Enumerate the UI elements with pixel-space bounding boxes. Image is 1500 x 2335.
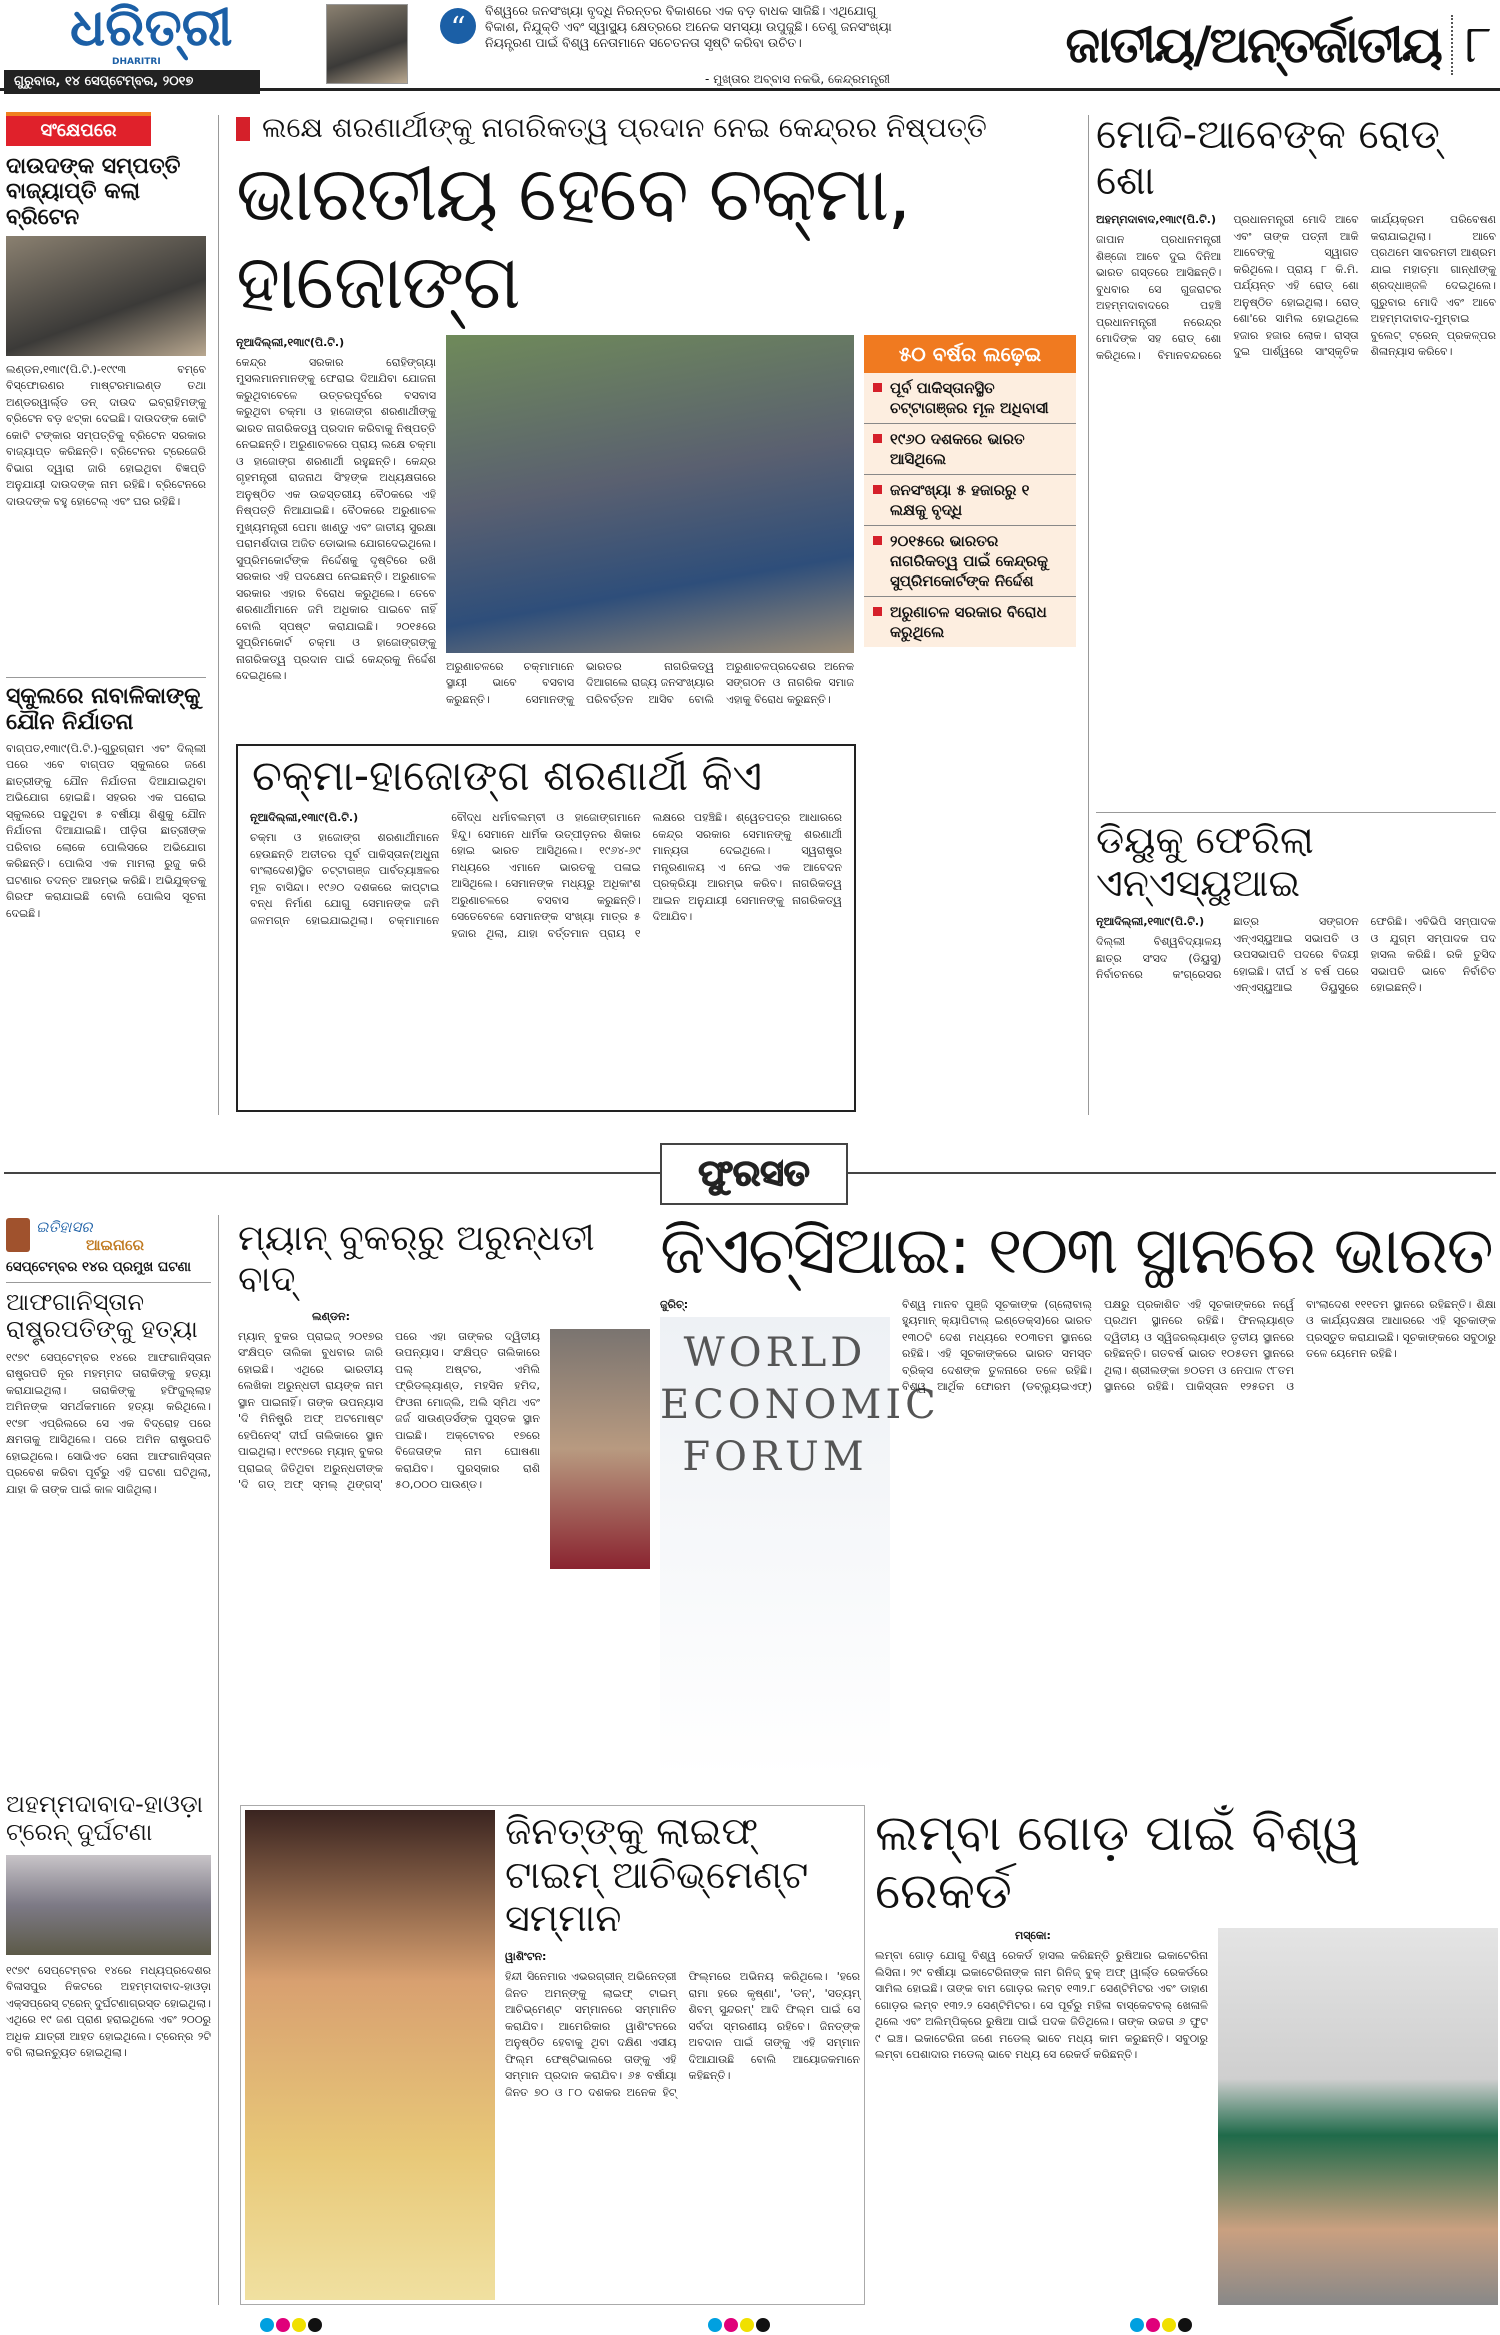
leisure-section-label: ଫୁରସତ (660, 1143, 848, 1205)
ghci-byline: ଜୁରିଚ୍: (660, 1297, 689, 1311)
refugees-photo (446, 335, 854, 653)
history-body-2: ୧୯୭୯ ସେପ୍ଟେମ୍ବର ୧୪ରେ ମଧ୍ୟପ୍ରଦେଶର ବିଳାସପୁର ନିକଟରେ ଅହମ୍ମଦାବାଦ-ହାଓଡ଼ା ଏକ୍ସପ୍ରେସ୍ ଟ୍ରେନ୍ ଦୁର୍ଘଟଣାଗ୍ରସ୍ତ ହୋଇଥିଲା। ଏଥିରେ ୧୯ ଜଣ ପ୍ରାଣ ହରାଇଥିଲେ ଏବଂ ୨୦୦ରୁ ଅଧିକ ଯାତ୍ରୀ ଆହତ ହୋଇଥିଲେ। ଟ୍ରେନ୍‌ର ୨ଟି ବଗି ଲାଇନଚ୍ୟୁତ ହୋଇଥିଲା। (6, 1963, 211, 2060)
lead-headline: ଭାରତୀୟ ହେବେ ଚକ୍‌ମା, ହାଜୋଙ୍ଗ (236, 149, 910, 326)
ghci-body: ବିଶ୍ୱ ମାନବ ପୁଞ୍ଜି ସୂଚକାଙ୍କ (ଗ୍ଲୋବାଲ୍ ହ୍ୟୁମାନ୍ କ୍ୟାପିଟାଲ୍ ଇଣ୍ଡେକ୍ସ)ରେ ଭାରତ ୧୩୦ଟି ଦେଶ ମଧ୍ୟରେ ୧୦୩ତମ ସ୍ଥାନରେ ରହିଛି। ଏହି ସୂଚକାଙ୍କରେ ଭାରତ ସମସ୍ତ ବ୍ରିକ୍ସ ଦେଶଙ୍କ ତୁଳନାରେ ତଳେ ରହିଛି। ବିଶ୍ୱ ଆର୍ଥିକ ଫୋରମ (ଡବ୍ଲ୍ୟୁଇଏଫ୍) ପକ୍ଷରୁ ପ୍ରକାଶିତ ଏହି ସୂଚକାଙ୍କରେ ନର୍ୱେ ପ୍ରଥମ ସ୍ଥାନରେ ରହିଛି। ଫିନଲ୍ୟାଣ୍ଡ ଦ୍ୱିତୀୟ ଓ ସ୍ୱିଜରଲ୍ୟାଣ୍ଡ ତୃତୀୟ ସ୍ଥାନରେ ରହିଛନ୍ତି। ଗତବର୍ଷ ଭାରତ ୧୦୫ତମ ସ୍ଥାନରେ ଥିଲା। ଶ୍ରୀଲଙ୍କା ୭୦ତମ ଓ ନେପାଳ ୯୮ତମ ସ୍ଥାନରେ ରହିଛି। ପାକିସ୍ତାନ ୧୨୫ତମ ଓ ବାଂଲାଦେଶ ୧୧୧ତମ ସ୍ଥାନରେ ରହିଛନ୍ତି। ଶିକ୍ଷା ଓ କାର୍ଯ୍ୟଦକ୍ଷତା ଆଧାରରେ ଏହି ସୂଚକାଙ୍କ ପ୍ରସ୍ତୁତ କରାଯାଇଛି। ସୂଚକାଙ୍କରେ ସବୁଠାରୁ ତଳେ ୟେମେନ ରହିଛି। (902, 1297, 1496, 1394)
history-body-1: ୧୯୭୯ ସେପ୍ଟେମ୍ବର ୧୪ରେ ଆଫଗାନିସ୍ତାନ ରାଷ୍ଟ୍ରପତି ନୂର ମହମ୍ମଦ ତାରାକିଙ୍କୁ ହତ୍ୟା କରାଯାଇଥିଲା। ତାରାକିଙ୍କୁ ହଫିଜୁଲ୍ଲାହ ଅମିନଙ୍କ ସମର୍ଥକମାନେ ହତ୍ୟା କରିଥିଲେ। ୧୯୭୮ ଏପ୍ରିଲରେ ସେ ଏକ ବିଦ୍ରୋହ ପରେ କ୍ଷମତାକୁ ଆସିଥିଲେ। ପରେ ଅମିନ ରାଷ୍ଟ୍ରପତି ହୋଇଥିଲେ। ସୋଭିଏତ ସେନା ଆଫଗାନିସ୍ତାନ ପ୍ରବେଶ କରିବା ପୂର୍ବରୁ ଏହି ଘଟଣା ଘଟିଥିଲା, ଯାହା କି ତାଙ୍କ ପାଇଁ କାଳ ସାଜିଥିଲା। (6, 1350, 211, 1496)
history-column (6, 1218, 211, 2308)
zeenat-photo (245, 1810, 495, 2300)
brief-column (6, 112, 206, 1112)
quote-icon: “ (440, 8, 476, 44)
zeenat-story (505, 1810, 860, 2300)
newspaper-logo-english: DHARITRI (112, 57, 161, 67)
lead-kicker (236, 112, 1082, 144)
booker-byline: ଲଣ୍ଡନ: (312, 1309, 351, 1323)
who-byline: ନୂଆଦିଲ୍ଲୀ,୧୩ା୯(ପି.ଟି.) (250, 811, 359, 825)
section-header (915, 6, 1500, 84)
who-headline: ଚକ୍‌ମା-ହାଜୋଙ୍ଗ ଶରଣାର୍ଥୀ କିଏ (252, 751, 763, 800)
ghci-row (660, 1297, 1496, 1778)
registration-mark (276, 2318, 290, 2332)
issue-date: ଗୁରୁବାର, ୧୪ ସେପ୍ଟେମ୍ବର, ୨୦୧୭ (4, 70, 260, 94)
nsui-body-text: ଦିଲ୍ଲୀ ବିଶ୍ୱବିଦ୍ୟାଳୟ ଛାତ୍ର ସଂସଦ (ଡିୟୁସୁ) ନିର୍ବାଚନରେ କଂଗ୍ରେସର ଛାତ୍ର ସଙ୍ଗଠନ ଏନ୍‌ଏସ୍‌ୟୁଆଇ ସଭାପତି ଓ ଉପସଭାପତି ପଦରେ ବିଜୟୀ ହୋଇଛି। ଦୀର୍ଘ ୪ ବର୍ଷ ପରେ ଏନ୍‌ଏସ୍‌ୟୁଆଇ ଡିୟୁସୁରେ ଫେରିଛି। ଏବିଭିପି ସମ୍ପାଦକ ଓ ଯୁଗ୍ମ ସମ୍ପାଦକ ପଦ ହାସଲ କରିଛି। ରକି ତୁସିଦ ସଭାପତି ଭାବେ ନିର୍ବାଚିତ ହୋଇଛନ୍ତି। (1096, 915, 1496, 995)
box-item: ୧୯୬୦ ଦଶକରେ ଭାରତ ଆସିଥିଲେ (864, 424, 1076, 475)
history-subtitle: ସେପ୍ଟେମ୍ବର ୧୪ର ପ୍ରମୁଖ ଘଟଣା (6, 1259, 191, 1275)
column-divider (1088, 115, 1089, 1115)
arundhati-photo (550, 1329, 650, 1569)
divider (6, 1282, 211, 1283)
ghci-left (660, 1297, 940, 1778)
registration-mark (260, 2318, 274, 2332)
divider (6, 677, 206, 678)
box-title: ୫୦ ବର୍ଷର ଲଢ଼େଇ (864, 335, 1076, 373)
long-legs-photo (1218, 1928, 1498, 2305)
history-tag (6, 1218, 211, 1254)
modi-byline: ଅହମ୍ମଦାବାଦ,୧୩ା୯(ପି.ଟି.) (1096, 213, 1216, 226)
zeenat-body: ହିନ୍ଦୀ ସିନେମାର ଏଭରଗ୍ରୀନ୍ ଅଭିନେତ୍ରୀ ଜିନତ ଅମନ୍‌ଙ୍କୁ ଲାଇଫ୍ ଟାଇମ୍ ଆଚିଭ୍‌ମେଣ୍ଟ ସମ୍ମାନରେ ସମ୍ମାନିତ କରାଯିବ। ଆମେରିକାର ୱାଶିଂଟନରେ ଅନୁଷ୍ଠିତ ହେବାକୁ ଥିବା ଦକ୍ଷିଣ ଏସୀୟ ଫିଲ୍ମ ଫେଷ୍ଟିଭାଲରେ ତାଙ୍କୁ ଏହି ସମ୍ମାନ ପ୍ରଦାନ କରାଯିବ। ୬୫ ବର୍ଷୀୟା ଜିନତ ୭୦ ଓ ୮୦ ଦଶକର ଅନେକ ହିଟ୍ ଫିଲ୍ମରେ ଅଭିନୟ କରିଥିଲେ। 'ହରେ ରାମା ହରେ କୃଷ୍ଣା', 'ଡନ୍', 'ସତ୍ୟମ୍ ଶିବମ୍ ସୁନ୍ଦରମ୍' ଆଦି ଫିଲ୍ମ ପାଇଁ ସେ ସର୍ବଦା ସ୍ମରଣୀୟ ରହିବେ। ଜିନତ୍‌ଙ୍କ ଅବଦାନ ପାଇଁ ତାଙ୍କୁ ଏହି ସମ୍ମାନ ଦିଆଯାଉଛି ବୋଲି ଆୟୋଜକମାନେ କହିଛନ୍ତି। (505, 1970, 860, 2099)
who-body-text: ଚକ୍‌ମା ଓ ହାଜୋଙ୍ଗ ଶରଣାର୍ଥୀମାନେ ହେଉଛନ୍ତି ଅତୀତର ପୂର୍ବ ପାକିସ୍ତାନ(ଅଧୁନା ବାଂଲାଦେଶ)ସ୍ଥିତ ଚଟ୍ଟାଗଞ୍ଜ ପାର୍ବତ୍ୟାଞ୍ଚଳର ମୂଳ ବାସିନ୍ଦା। ୧୯୬୦ ଦଶକରେ କାପ୍ଟାଇ ବନ୍ଧ ନିର୍ମାଣ ଯୋଗୁ ସେମାନଙ୍କ ଜମି ଜଳମଗ୍ନ ହୋଇଯାଇଥିଲା। ଚକ୍‌ମାମାନେ ବୌଦ୍ଧ ଧର୍ମାବଲମ୍ବୀ ଓ ହାଜୋଙ୍ଗମାନେ ହିନ୍ଦୁ। ସେମାନେ ଧାର୍ମିକ ଉତ୍ପୀଡ଼ନର ଶିକାର ହୋଇ ଭାରତ ଆସିଥିଲେ। ୧୯୬୪-୬୯ ମଧ୍ୟରେ ଏମାନେ ଭାରତକୁ ପଳାଇ ଆସିଥିଲେ। ସେମାନଙ୍କ ମଧ୍ୟରୁ ଅଧିକାଂଶ ଅରୁଣାଚଳରେ ବସବାସ କରୁଛନ୍ତି। ସେତେବେଳେ ସେମାନଙ୍କ ସଂଖ୍ୟା ମାତ୍ର ୫ ହଜାର ଥିଲା, ଯାହା ବର୍ତ୍ତମାନ ପ୍ରାୟ ୧ ଲକ୍ଷରେ ପହଞ୍ଚିଛି। ଶ୍ୱେତପତ୍ର ଆଧାରରେ କେନ୍ଦ୍ର ସରକାର ସେମାନଙ୍କୁ ଶରଣାର୍ଥୀ ମାନ୍ୟତା ଦେଇଥିଲେ। ସ୍ୱରାଷ୍ଟ୍ର ମନ୍ତ୍ରଣାଳୟ ଏ ନେଇ ଏକ ଆବେଦନ ପ୍ରକ୍ରିୟା ଆରମ୍ଭ କରିବ। ନାଗରିକତ୍ୱ ଆଇନ ଅନୁଯାୟୀ ସେମାନଙ୍କୁ ନାଗରିକତ୍ୱ ଦିଆଯିବ। (250, 811, 842, 940)
dawood-photo (6, 236, 206, 356)
brief-tag: ସଂକ୍ଷେପରେ (6, 112, 151, 146)
brief-headline-2: ସ୍କୁଲରେ ନାବାଳିକାଙ୍କୁ ଯୌନ ନିର୍ଯାତନା (6, 684, 201, 735)
legs-row (875, 1928, 1498, 2305)
registration-mark (1178, 2318, 1192, 2332)
registration-mark (740, 2318, 754, 2332)
zeenat-headline: ଜିନତ୍‌ଙ୍କୁ ଲାଇଫ୍ ଟାଇମ୍ ଆଚିଭ୍‌ମେଣ୍ଟ ସମ୍ମାନ (505, 1809, 809, 1941)
booker-story (238, 1218, 650, 1778)
column-divider (218, 1215, 219, 2305)
wef-logo-image: WORLD ECONOMIC FORUM (660, 1317, 890, 1778)
minister-photo (326, 4, 408, 84)
right-column (1096, 112, 1496, 1112)
history-tag-bottom: ଆଇନାରେ (86, 1236, 144, 1254)
lead-byline: ନୂଆଦିଲ୍ଲୀ,୧୩ା୯(ପି.ଟି.) (236, 335, 345, 349)
who-body (238, 806, 854, 1110)
registration-mark (1162, 2318, 1176, 2332)
box-item: ଅରୁଣାଚଳ ସରକାର ବିରୋଧ କରୁଥିଲେ (864, 597, 1076, 647)
box-item: ଜନସଂଖ୍ୟା ୫ ହଜାରରୁ ୧ ଲକ୍ଷକୁ ବୃଦ୍ଧି (864, 475, 1076, 526)
train-accident-photo (6, 1855, 211, 1955)
newspaper-logo: ଧରିତ୍ରୀ (70, 0, 233, 58)
box-item: ୨୦୧୫ରେ ଭାରତର ନାଗରିକତ୍ୱ ପାଇଁ କେନ୍ଦ୍ରକୁ ସୁପ୍ରିମକୋର୍ଟଙ୍କ ନିର୍ଦ୍ଦେଶ (864, 526, 1076, 597)
ghci-headline: ଜିଏଚ୍‌ସିଆଇ: ୧୦୩ ସ୍ଥାନରେ ଭାରତ (660, 1212, 1492, 1289)
registration-mark (1146, 2318, 1160, 2332)
zeenat-box (240, 1805, 865, 2305)
legs-headline: ଲମ୍ବା ଗୋଡ଼ ପାଇଁ ବିଶ୍ୱ ରେକର୍ଡ (875, 1804, 1361, 1920)
history-headline-2: ଅହମ୍ମଦାବାଦ-ହାଓଡ଼ା ଟ୍ରେନ୍ ଦୁର୍ଘଟଣା (6, 1790, 204, 1847)
brief-body-1: ଲଣ୍ଡନ,୧୩ା୯(ପି.ଟି.)-୧୯୯୩ ବମ୍ବେ ବିସ୍ଫୋରଣର ମାଷ୍ଟରମାଇଣ୍ଡ ତଥା ଅଣ୍ଡରୱାର୍ଲ୍ଡ ଡନ୍ ଦାଉଦ ଇବ୍ରାହିମଙ୍କୁ ବ୍ରିଟେନ ବଡ଼ ଝଟ୍‌କା ଦେଇଛି। ଦାଉଦଙ୍କ କୋଟି କୋଟି ଟଙ୍କାର ସମ୍ପତ୍ତିକୁ ବ୍ରିଟେନ ସରକାର ବାଜ୍ୟାପ୍ତ କରିଛନ୍ତି। ବ୍ରିଟେନର ଟ୍ରେଜେରି ବିଭାଗ ଦ୍ୱାରା ଜାରି ହୋଇଥିବା ବିଜ୍ଞପ୍ତି ଅନୁଯାୟୀ ଦାଉଦଙ୍କ ନାମ ରହିଛି। ବ୍ରିଟେନରେ ଦାଉଦଙ୍କ ବହୁ ହୋଟେଲ୍ ଏବଂ ଘର ରହିଛି। (6, 362, 206, 508)
quote-author: - ମୁଖ୍ତାର ଅବ୍ବାସ ନକଭି, କେନ୍ଦ୍ରମନ୍ତ୍ରୀ (705, 72, 890, 86)
ghci-story (660, 1213, 1496, 1778)
legs-body: ଲମ୍ବା ଗୋଡ଼ ଯୋଗୁ ବିଶ୍ୱ ରେକର୍ଡ ହାସଲ କରିଛନ୍ତି ରୁଷିଆର ଇକାଟେରିନା ଲିସିନା। ୨୯ ବର୍ଷୀୟା ଇକାଟେରିନାଙ୍କ ନାମ ଗିନିଜ୍ ବୁକ୍ ଅଫ୍ ୱାର୍ଲ୍ଡ ରେକର୍ଡରେ ସାମିଲ ହୋଇଛି। ତାଙ୍କ ବାମ ଗୋଡ଼ର ଲମ୍ବ ୧୩୨.୮ ସେଣ୍ଟିମିଟର ଏବଂ ଡାହାଣ ଗୋଡ଼ର ଲମ୍ବ ୧୩୨.୨ ସେଣ୍ଟିମିଟର। ସେ ପୂର୍ବରୁ ମହିଳା ବାସ୍କେଟବଲ୍ ଖେଳାଳି ଥିଲେ ଏବଂ ଅଲିମ୍ପିକ୍‌ରେ ରୁଷିଆ ପାଇଁ ପଦକ ଜିତିଥିଲେ। ତାଙ୍କ ଉଚ୍ଚତା ୬ ଫୁଟ ୯ ଇଞ୍ଚ। ଇକାଟେରିନା ଜଣେ ମଡେଲ୍ ଭାବେ ମଧ୍ୟ କାମ କରୁଛନ୍ତି। ସବୁଠାରୁ ଲମ୍ବା ପେଶାଦାର ମଡେଲ୍ ଭାବେ ମଧ୍ୟ ସେ ରେକର୍ଡ କରିଛନ୍ତି। (875, 1949, 1208, 2061)
registration-mark (308, 2318, 322, 2332)
fifty-years-box (864, 335, 1076, 647)
lead-kicker-text: ଲକ୍ଷେ ଶରଣାର୍ଥୀଙ୍କୁ ନାଗରିକତ୍ୱ ପ୍ରଦାନ ନେଇ କେନ୍ଦ୍ରର ନିଷ୍ପତ୍ତି (262, 111, 987, 144)
registration-mark (708, 2318, 722, 2332)
divider (1096, 812, 1496, 813)
nsui-body (1096, 914, 1496, 1112)
lead-row (236, 335, 1082, 734)
booker-row (238, 1329, 650, 1778)
legs-text (875, 1928, 1208, 2305)
brief-body-2: ବାଗ୍‌ପତ,୧୩ା୯(ପି.ଟି.)-ଗୁରୁଗ୍ରାମ ଏବଂ ଦିଲ୍ଲୀ ପରେ ଏବେ ବାଗ୍‌ପତ ସ୍କୁଲରେ ଜଣେ ଛାତ୍ରୀଙ୍କୁ ଯୌନ ନିର୍ଯାତନା ଦିଆଯାଇଥିବା ଅଭିଯୋଗ ହୋଇଛି। ସହରର ଏକ ଘରୋଇ ସ୍କୁଲରେ ପଢୁଥିବା ୫ ବର୍ଷୀୟା ଶିଶୁକୁ ଯୌନ ନିର୍ଯାତନା ଦିଆଯାଇଛି। ପୀଡ଼ିତା ଛାତ୍ରୀଙ୍କ ପରିବାର ଲୋକେ ପୋଲିସରେ ଅଭିଯୋଗ କରିଛନ୍ତି। ପୋଲିସ ଏକ ମାମଲା ରୁଜୁ କରି ଘଟଣାର ତଦନ୍ତ ଆରମ୍ଭ କରିଛି। ଅଭିଯୁକ୍ତକୁ ଗିରଫ କରାଯାଇଛି ବୋଲି ପୋଲିସ ସୂଚନା ଦେଇଛି। (6, 741, 206, 920)
registration-mark (724, 2318, 738, 2332)
history-tag-top: ଇତିହାସର (36, 1218, 93, 1236)
legs-byline: ମସ୍କୋ: (1015, 1929, 1051, 1942)
brief-headline-1: ଦାଉଦଙ୍କ ସମ୍ପତ୍ତି ବାଜ୍ୟାପ୍ତି କଲା ବ୍ରିଟେନ (6, 154, 181, 230)
lead-body-text: କେନ୍ଦ୍ର ସରକାର ରୋହିଙ୍ଗ୍ୟା ମୁସଲମାନମାନଙ୍କୁ ଫେରାଇ ଦିଆଯିବା ଯୋଜନା କରୁଥିବାବେଳେ ଉତ୍ତରପୂର୍ବରେ ବସବାସ କରୁଥିବା ଚକ୍‌ମା ଓ ହାଜୋଙ୍ଗ ଶରଣାର୍ଥୀଙ୍କୁ ଭାରତ ନାଗରିକତ୍ୱ ପ୍ରଦାନ କରିବାକୁ ନିଷ୍ପତ୍ତି ନେଇଛନ୍ତି। ଅରୁଣାଚଳରେ ପ୍ରାୟ ଲକ୍ଷେ ଚକ୍‌ମା ଓ ହାଜୋଙ୍ଗ ଶରଣାର୍ଥୀ ରହୁଛନ୍ତି। କେନ୍ଦ୍ର ଗୃହମନ୍ତ୍ରୀ ରାଜନାଥ ସିଂହଙ୍କ ଅଧ୍ୟକ୍ଷତାରେ ଅନୁଷ୍ଠିତ ଏକ ଉଚ୍ଚସ୍ତରୀୟ ବୈଠକରେ ଏହି ନିଷ୍ପତ୍ତି ନିଆଯାଇଛି। ବୈଠକରେ ଅରୁଣାଚଳ ମୁଖ୍ୟମନ୍ତ୍ରୀ ପେମା ଖାଣ୍ଡୁ ଏବଂ ଜାତୀୟ ସୁରକ୍ଷା ପରାମର୍ଶଦାତା ଅଜିତ ଡୋଭାଲ ଯୋଗଦେଇଥିଲେ। ସୁପ୍ରିମକୋର୍ଟଙ୍କ ନିର୍ଦ୍ଦେଶକୁ ଦୃଷ୍ଟିରେ ରଖି ସରକାର ଏହି ପଦକ୍ଷେପ ନେଇଛନ୍ତି। ଅରୁଣାଚଳ ସରକାର ଏହାର ବିରୋଧ କରୁଥିଲେ। ତେବେ ଶରଣାର୍ଥୀମାନେ ଜମି ଅଧିକାର ପାଇବେ ନାହିଁ ବୋଲି ସ୍ପଷ୍ଟ କରାଯାଇଛି। ୨୦୧୫ରେ ସୁପ୍ରିମକୋର୍ଟ ଚକ୍‌ମା ଓ ହାଜୋଙ୍ଗଙ୍କୁ ନାଗରିକତ୍ୱ ପ୍ରଦାନ ପାଇଁ କେନ୍ଦ୍ରକୁ ନିର୍ଦ୍ଦେଶ ଦେଇଥିଲେ। (236, 355, 436, 683)
lead-body-continued: ଅରୁଣାଚଳରେ ଚକ୍‌ମାମାନେ ସ୍ଥାୟୀ ଭାବେ ବସବାସ କରୁଛନ୍ତି। ସେମାନଙ୍କୁ ଭାରତର ନାଗରିକତ୍ୱ ଦିଆଗଲେ ରାଜ୍ୟ ଜନସଂଖ୍ୟାର ପରିବର୍ତ୍ତନ ଆସିବ ବୋଲି ଅରୁଣାଚଳପ୍ରଦେଶର ଅନେକ ସଙ୍ଗଠନ ଓ ନାଗରିକ ସମାଜ ଏହାକୁ ବିରୋଧ କରୁଛନ୍ତି। (446, 659, 854, 706)
column-divider (218, 115, 219, 1115)
lead-photo-column (446, 335, 854, 734)
quote-block (485, 3, 910, 87)
nsui-headline: ଡିୟୁକୁ ଫେରିଲା ଏନ୍‌ଏସ୍‌ୟୁଆଇ (1096, 817, 1314, 906)
nsui-byline: ନୂଆଦିଲ୍ଲୀ,୧୩ା୯(ପି.ଟି.) (1096, 915, 1205, 929)
registration-mark (292, 2318, 306, 2332)
box-item: ପୂର୍ବ ପାକିସ୍ତାନସ୍ଥିତ ଚଟ୍ଟାଗଞ୍ଜର ମୂଳ ଅଧିବାସୀ (864, 373, 1076, 424)
registration-mark (1130, 2318, 1144, 2332)
lead-body (236, 335, 436, 734)
who-box (236, 744, 856, 1112)
modi-headline: ମୋଦି-ଆବେଙ୍କ ରୋଡ୍ ଶୋ (1096, 112, 1440, 204)
history-headline-1: ଆଫଗାନିସ୍ତାନ ରାଷ୍ଟ୍ରପତିଙ୍କୁ ହତ୍ୟା (6, 1287, 198, 1344)
modi-body-text: ଜାପାନ ପ୍ରଧାନମନ୍ତ୍ରୀ ଶିଞ୍ଜୋ ଆବେ ଦୁଇ ଦିନିଆ ଭାରତ ଗସ୍ତରେ ଆସିଛନ୍ତି। ବୁଧବାର ସେ ଗୁଜରାଟର ଅହମ୍ମଦାବାଦରେ ପହଞ୍ଚି ପ୍ରଧାନମନ୍ତ୍ରୀ ନରେନ୍ଦ୍ର ମୋଦିଙ୍କ ସହ ରୋଡ୍ ଶୋ କରିଥିଲେ। ବିମାନବନ୍ଦରରେ ପ୍ରଧାନମନ୍ତ୍ରୀ ମୋଦି ଆବେ ଏବଂ ତାଙ୍କ ପତ୍ନୀ ଆକି ଆବେଙ୍କୁ ସ୍ୱାଗତ କରିଥିଲେ। ପ୍ରାୟ ୮ କି.ମି. ପର୍ଯ୍ୟନ୍ତ ଏହି ରୋଡ୍ ଶୋ ଅନୁଷ୍ଠିତ ହୋଇଥିଲା। ରୋଡ୍ ଶୋ'ରେ ସାମିଲ ହୋଇଥିଲେ ହଜାର ହଜାର ଲୋକ। ରାସ୍ତା ଦୁଇ ପାର୍ଶ୍ୱରେ ସାଂସ୍କୃତିକ କାର୍ଯ୍ୟକ୍ରମ ପରିବେଷଣ କରାଯାଇଥିଲା। ଆବେ ପ୍ରଥମେ ସାବରମତୀ ଆଶ୍ରମ ଯାଇ ମହାତ୍ମା ଗାନ୍ଧୀଙ୍କୁ ଶ୍ରଦ୍ଧାଞ୍ଜଳି ଦେଇଥିଲେ। ଗୁରୁବାର ମୋଦି ଏବଂ ଆବେ ଅହମ୍ମଦାବାଦ-ମୁମ୍ବାଇ ବୁଲେଟ୍ ଟ୍ରେନ୍ ପ୍ରକଳ୍ପର ଶିଳାନ୍ୟାସ କରିବେ। (1096, 213, 1496, 362)
booker-body: ମ୍ୟାନ୍ ବୁକର ପ୍ରାଇଜ୍ ୨୦୧୭ର ସଂକ୍ଷିପ୍ତ ତାଲିକା ବୁଧବାର ଜାରି ହୋଇଛି। ଏଥିରେ ଭାରତୀୟ ଲେଖିକା ଅରୁନ୍ଧତୀ ରାୟଙ୍କ ନାମ ସ୍ଥାନ ପାଇନାହିଁ। ତାଙ୍କ ଉପନ୍ୟାସ 'ଦି ମିନିଷ୍ଟ୍ରି ଅଫ୍ ଅଟମୋଷ୍ଟ ହେପିନେସ୍' ଦୀର୍ଘ ତାଲିକାରେ ସ୍ଥାନ ପାଇଥିଲା। ୧୯୯୭ରେ ମ୍ୟାନ୍ ବୁକର ପ୍ରାଇଜ୍ ଜିତିଥିବା ଅରୁନ୍ଧତୀଙ୍କ 'ଦି ଗଡ୍ ଅଫ୍ ସ୍ମଲ୍ ଥିଙ୍ଗସ୍' ପରେ ଏହା ତାଙ୍କର ଦ୍ୱିତୀୟ ଉପନ୍ୟାସ। ସଂକ୍ଷିପ୍ତ ତାଲିକାରେ ପଲ୍ ଅଷ୍ଟର, ଏମିଲି ଫ୍ରିଡଲ୍ୟାଣ୍ଡ, ମହସିନ ହମିଦ, ଫିଓନା ମୋଜ୍ଲି, ଅଲି ସ୍ମିଥ ଏବଂ ଜର୍ଜ ସାଉଣ୍ଡର୍ସଙ୍କ ପୁସ୍ତକ ସ୍ଥାନ ପାଇଛି। ଅକ୍ଟୋବର ୧୭ରେ ବିଜେତାଙ୍କ ନାମ ଘୋଷଣା କରାଯିବ। ପୁରସ୍କାର ରାଶି ୫୦,୦୦୦ ପାଉଣ୍ଡ। (238, 1329, 540, 1492)
section-title: ଜାତୀୟ/ଅନ୍ତର୍ଜାତୀୟ (1065, 16, 1441, 74)
legs-story (875, 1805, 1498, 2305)
page-number: ୮ (1451, 15, 1492, 75)
zeenat-byline: ୱାଶିଂଟନ: (505, 1950, 547, 1964)
history-tag-text (36, 1218, 144, 1254)
quote-text: ବିଶ୍ୱରେ ଜନସଂଖ୍ୟା ବୃଦ୍ଧି ନିରନ୍ତର ବିକାଶରେ ଏକ ବଡ଼ ବାଧକ ସାଜିଛି। ଏଥିଯୋଗୁ ବିକାଶ, ନିଯୁକ୍ତି ଏବଂ ସ୍ୱାସ୍ଥ୍ୟ କ୍ଷେତ୍ରରେ ଅନେକ ସମସ୍ୟା ଉପୁଜୁଛି। ତେଣୁ ଜନସଂଖ୍ୟା ନିୟନ୍ତ୍ରଣ ପାଇଁ ବିଶ୍ୱ ନେତାମାନେ ସଚେତନତା ସୃଷ୍ଟି କରିବା ଉଚିତ। (485, 3, 892, 50)
bullet-icon (236, 117, 250, 141)
books-icon (6, 1218, 30, 1252)
registration-mark (756, 2318, 770, 2332)
modi-body (1096, 212, 1496, 806)
lead-story (236, 112, 1082, 1112)
booker-headline: ମ୍ୟାନ୍ ବୁକର୍‌ରୁ ଅରୁନ୍ଧତୀ ବାଦ୍ (238, 1218, 595, 1301)
